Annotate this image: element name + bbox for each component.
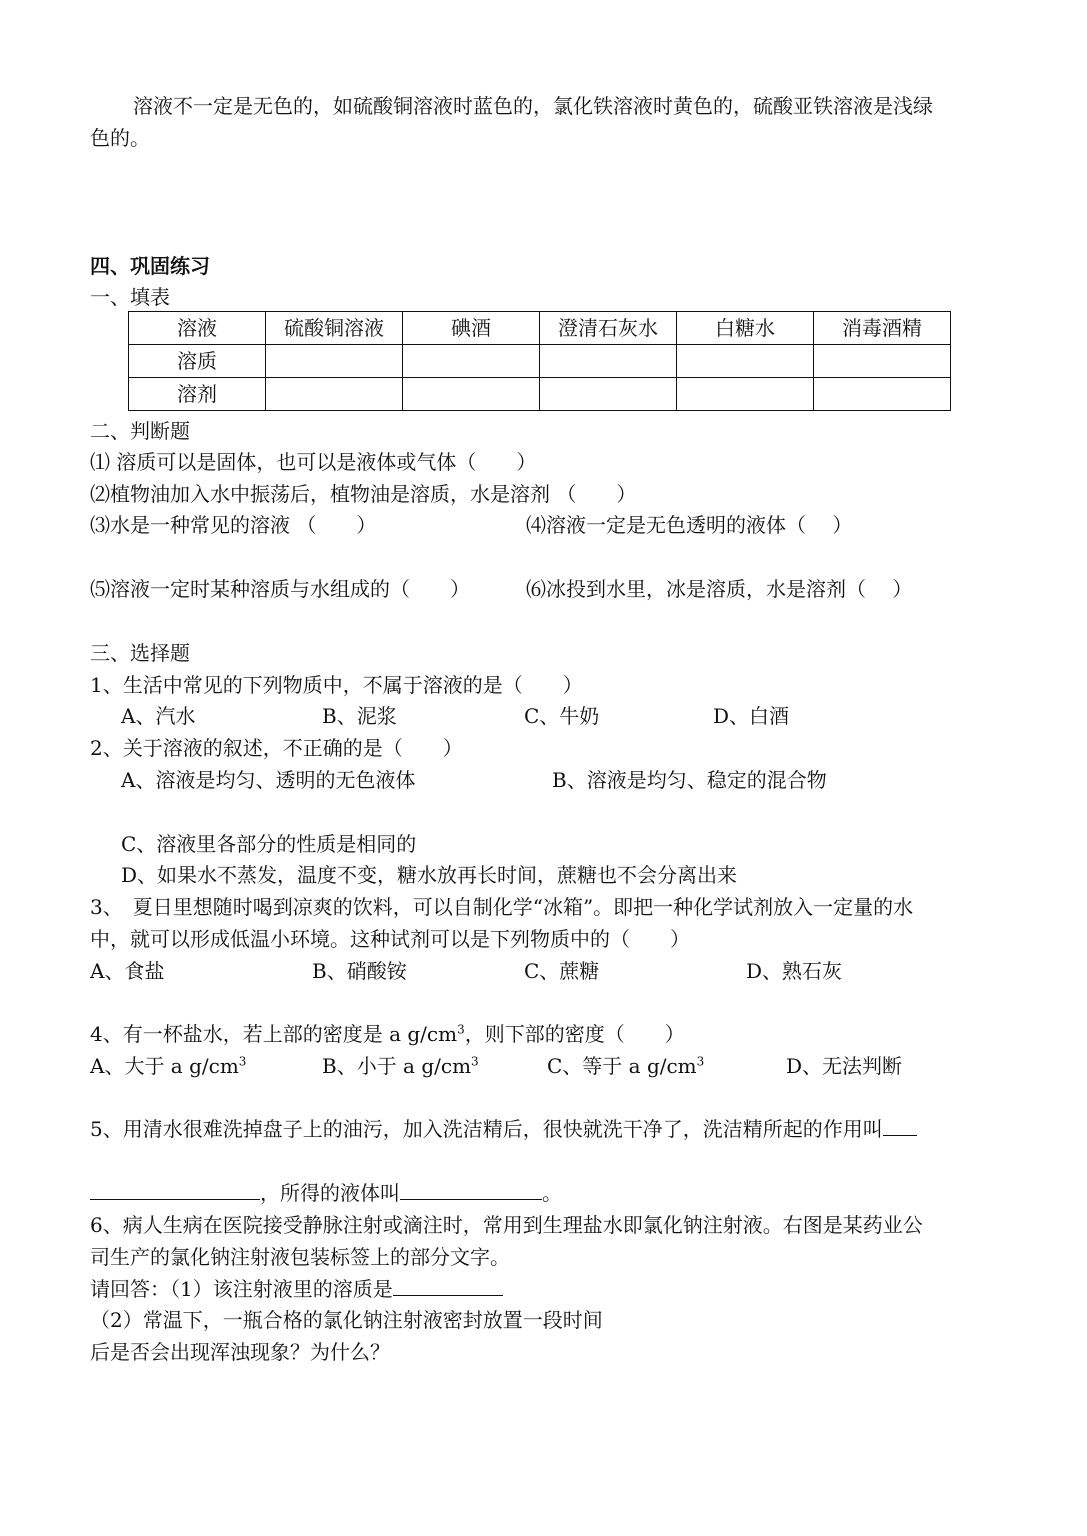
- choice-option: D、无法判断: [786, 1054, 903, 1078]
- choice-option: [547, 1050, 704, 1082]
- choice-question-3-stem-1: 3、 夏日里想随时喝到凉爽的饮料，可以自制化学“冰箱”。即把一种化学试剂放入一定量的水: [90, 895, 914, 919]
- table-header-cell: 硫酸铜溶液: [266, 312, 403, 345]
- choice-question-4-stem: [90, 1018, 685, 1050]
- table-row-label: 溶剂: [129, 378, 266, 411]
- table-header-cell: 消毒酒精: [814, 312, 951, 345]
- choice-option: C、溶液里各部分的性质是相同的: [121, 832, 417, 856]
- superscript: 3: [238, 1054, 247, 1069]
- table-cell[interactable]: [814, 345, 951, 378]
- choice-option: [90, 1050, 246, 1082]
- judge-question-1: ⑴ 溶质可以是固体，也可以是液体或气体（ ）: [90, 450, 537, 474]
- table-header-row: [129, 312, 951, 345]
- choice-option: [322, 1050, 479, 1082]
- table-cell[interactable]: [266, 345, 403, 378]
- choice-option: C、蔗糖: [524, 959, 600, 983]
- judge-question-2: ⑵植物油加入水中振荡后，植物油是溶质，水是溶剂 （ ）: [90, 482, 637, 506]
- stem-text: 请回答：（1）该注射液里的溶质是: [90, 1277, 393, 1301]
- stem-text: ，则下部的密度（ ）: [464, 1022, 685, 1046]
- option-text: B、小于 a g/cm: [322, 1054, 472, 1078]
- choice-question-3-stem-2: 中，就可以形成低温小环境。这种试剂可以是下列物质中的（ ）: [90, 927, 690, 951]
- table-row: [129, 378, 951, 411]
- stem-text: 4、有一杯盐水，若上部的密度是 a g/cm: [90, 1022, 458, 1046]
- table-cell[interactable]: [266, 378, 403, 411]
- choice-question-2-stem: 2、关于溶液的叙述，不正确的是（ ）: [90, 736, 463, 760]
- fill-table: [128, 311, 951, 411]
- superscript: 3: [457, 1022, 465, 1037]
- choice-option: A、食盐: [90, 959, 165, 983]
- table-row: [129, 345, 951, 378]
- intro-line-1: 溶液不一定是无色的，如硫酸铜溶液时蓝色的，氯化铁溶液时黄色的，硫酸亚铁溶液是浅绿: [133, 94, 933, 118]
- table-cell[interactable]: [677, 345, 814, 378]
- table-cell[interactable]: [403, 378, 540, 411]
- intro-line-2: 色的。: [90, 126, 150, 150]
- answer-blank[interactable]: [90, 1177, 260, 1200]
- superscript: 3: [471, 1054, 479, 1069]
- stem-text: 。: [542, 1181, 562, 1205]
- judge-question-4: ⑷溶液一定是无色透明的液体（ ）: [526, 513, 853, 537]
- table-header-cell: 溶液: [129, 312, 266, 345]
- table-header-cell: 澄清石灰水: [540, 312, 677, 345]
- choice-option: A、汽水: [121, 704, 196, 728]
- part1-title: 一、填表: [90, 285, 170, 309]
- judge-question-3: ⑶水是一种常见的溶液 （ ）: [90, 513, 377, 537]
- table-header-cell: 白糖水: [677, 312, 814, 345]
- choice-option: D、如果水不蒸发，温度不变，糖水放再长时间，蔗糖也不会分离出来: [121, 863, 738, 887]
- judge-question-5: ⑸溶液一定时某种溶质与水组成的（ ）: [90, 577, 470, 601]
- table-cell[interactable]: [677, 378, 814, 411]
- choice-option: D、熟石灰: [746, 959, 843, 983]
- option-text: C、等于 a g/cm: [547, 1054, 697, 1078]
- choice-option: D、白酒: [713, 704, 790, 728]
- answer-blank[interactable]: [393, 1273, 503, 1296]
- question-6-line-2: 司生产的氯化钠注射液包装标签上的部分文字。: [90, 1245, 510, 1269]
- section-title: 四、巩固练习: [90, 254, 210, 278]
- table-header-cell: 碘酒: [403, 312, 540, 345]
- choice-option: B、溶液是均匀、稳定的混合物: [552, 768, 827, 792]
- table-cell[interactable]: [540, 378, 677, 411]
- answer-blank[interactable]: [883, 1113, 917, 1136]
- table-cell[interactable]: [540, 345, 677, 378]
- stem-text: 5、用清水很难洗掉盘子上的油污，加入洗洁精后，很快就洗干净了，洗洁精所起的作用叫: [90, 1117, 883, 1141]
- choice-option: C、牛奶: [524, 704, 600, 728]
- judge-question-6: ⑹冰投到水里，冰是溶质，水是溶剂（ ）: [526, 577, 913, 601]
- superscript: 3: [696, 1054, 705, 1069]
- part2-title: 二、判断题: [90, 419, 190, 443]
- choice-option: A、溶液是均匀、透明的无色液体: [121, 768, 416, 792]
- stem-text: ，所得的液体叫: [260, 1181, 400, 1205]
- choice-option: B、硝酸铵: [312, 959, 407, 983]
- table-cell[interactable]: [814, 378, 951, 411]
- part3-title: 三、选择题: [90, 641, 190, 665]
- choice-option: B、泥浆: [322, 704, 397, 728]
- question-6-line-4: （2）常温下，一瓶合格的氯化钠注射液密封放置一段时间: [90, 1308, 603, 1332]
- option-text: A、大于 a g/cm: [90, 1054, 239, 1078]
- question-6-line-5: 后是否会出现浑浊现象？为什么？: [90, 1340, 390, 1364]
- question-6-line-3: [90, 1273, 503, 1305]
- question-6-line-1: 6、病人生病在医院接受静脉注射或滴注时，常用到生理盐水即氯化钠注射液。右图是某药业公: [90, 1213, 923, 1237]
- question-5-answer-line: [90, 1177, 562, 1209]
- answer-blank[interactable]: [400, 1177, 542, 1200]
- table-row-label: 溶质: [129, 345, 266, 378]
- table-cell[interactable]: [403, 345, 540, 378]
- choice-question-1-stem: 1、生活中常见的下列物质中，不属于溶液的是（ ）: [90, 673, 583, 697]
- question-5-stem: [90, 1113, 917, 1145]
